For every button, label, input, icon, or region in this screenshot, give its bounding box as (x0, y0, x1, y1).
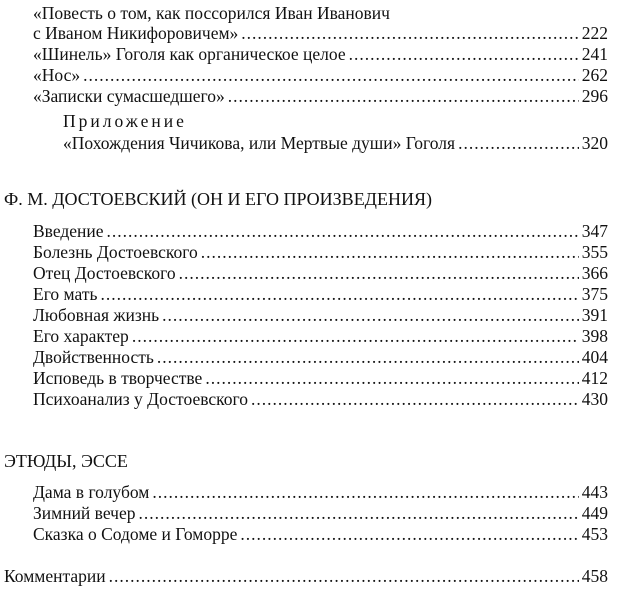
toc-entry-page: 241 (581, 44, 608, 64)
leader-dots (152, 482, 578, 503)
toc-entry-page: 391 (581, 305, 608, 325)
toc-entry-page: 458 (581, 566, 608, 586)
toc-entry[interactable] (33, 305, 608, 326)
leader-dots (109, 566, 579, 587)
toc-entry-title: Его мать (33, 284, 98, 304)
leader-dots (179, 263, 579, 284)
toc-entry-page: 398 (581, 326, 608, 346)
toc-entry[interactable] (33, 326, 608, 347)
toc-entry[interactable] (33, 503, 608, 524)
toc-entry-page: 412 (581, 368, 608, 388)
toc-entry[interactable] (33, 221, 608, 242)
toc-entry[interactable] (33, 524, 608, 545)
toc-entry-title: Дама в голубом (33, 482, 150, 502)
section-heading-dostoevsky: Ф. М. ДОСТОЕВСКИЙ (ОН И ЕГО ПРОИЗВЕДЕНИЯ) (4, 189, 432, 209)
leader-dots (349, 44, 579, 65)
toc-entry[interactable] (33, 482, 608, 503)
leader-dots (201, 242, 579, 263)
toc-entry-title: Болезнь Достоевского (33, 242, 198, 262)
leader-dots (107, 221, 579, 242)
toc-entry-title: Двойственность (33, 347, 154, 367)
toc-entry[interactable] (33, 368, 608, 389)
toc-entry-title: Комментарии (4, 566, 106, 586)
toc-entry-title: Сказка о Содоме и Гоморре (33, 524, 238, 544)
leader-dots (162, 305, 579, 326)
toc-entry-page: 262 (581, 65, 608, 85)
toc-entry-page: 296 (581, 86, 608, 106)
toc-entry-povest[interactable] (33, 23, 608, 44)
toc-entry-zapiski[interactable] (33, 86, 608, 107)
leader-dots (228, 86, 579, 107)
toc-entry-title: «Нос» (33, 65, 81, 85)
leader-dots (132, 326, 579, 347)
toc-entry-page: 355 (581, 242, 608, 262)
toc-entry-page: 449 (581, 503, 608, 523)
toc-entry-page: 366 (581, 263, 608, 283)
leader-dots (241, 23, 578, 44)
leader-dots (157, 347, 579, 368)
toc-entry-title: с Иваном Никифоровичем» (33, 23, 239, 43)
toc-entry-page: 453 (581, 524, 608, 544)
toc-entry-title: «Шинель» Гоголя как органическое целое (33, 44, 346, 64)
toc-entry-nos[interactable] (33, 65, 608, 86)
toc-entry-title: Его характер (33, 326, 129, 346)
toc-entry-title: «Похождения Чичикова, или Мертвые души» Гоголя (63, 133, 456, 153)
toc-entry-title: Отец Достоевского (33, 263, 176, 283)
toc-entry[interactable] (33, 284, 608, 305)
toc-entry[interactable] (33, 263, 608, 284)
leader-dots (139, 503, 579, 524)
toc-entry-page: 375 (581, 284, 608, 304)
toc-entry-title: Психоанализ у Достоевского (33, 389, 248, 409)
toc-entry-page: 347 (581, 221, 608, 241)
toc-entry-page: 430 (581, 389, 608, 409)
leader-dots (458, 133, 579, 154)
toc-entry-page: 443 (581, 482, 608, 502)
toc-entry-shinel[interactable] (33, 44, 608, 65)
toc-entry-title: «Записки сумасшедшего» (33, 86, 225, 106)
toc-entry-title: Любовная жизнь (33, 305, 160, 325)
toc-entry[interactable] (33, 389, 608, 410)
leader-dots (251, 389, 579, 410)
toc-entry-page: 320 (581, 133, 608, 153)
toc-entry[interactable] (33, 347, 608, 368)
toc-entry-povest-line1: «Повесть о том, как поссорился Иван Иванович (33, 3, 390, 23)
leader-dots (205, 368, 578, 389)
toc-entry-commentary[interactable] (4, 566, 608, 587)
leader-dots (240, 524, 578, 545)
toc-entry-page: 222 (581, 23, 608, 43)
toc-entry-appendix[interactable] (63, 133, 608, 154)
leader-dots (83, 65, 579, 86)
toc-entry-page: 404 (581, 347, 608, 367)
toc-entry[interactable] (33, 242, 608, 263)
toc-entry-title: Исповедь в творчестве (33, 368, 203, 388)
toc-entry-title: Зимний вечер (33, 503, 136, 523)
toc-entry-title: Введение (33, 221, 104, 241)
appendix-heading: Приложение (63, 111, 187, 131)
leader-dots (100, 284, 578, 305)
section-heading-etudes: ЭТЮДЫ, ЭССЕ (4, 451, 128, 471)
